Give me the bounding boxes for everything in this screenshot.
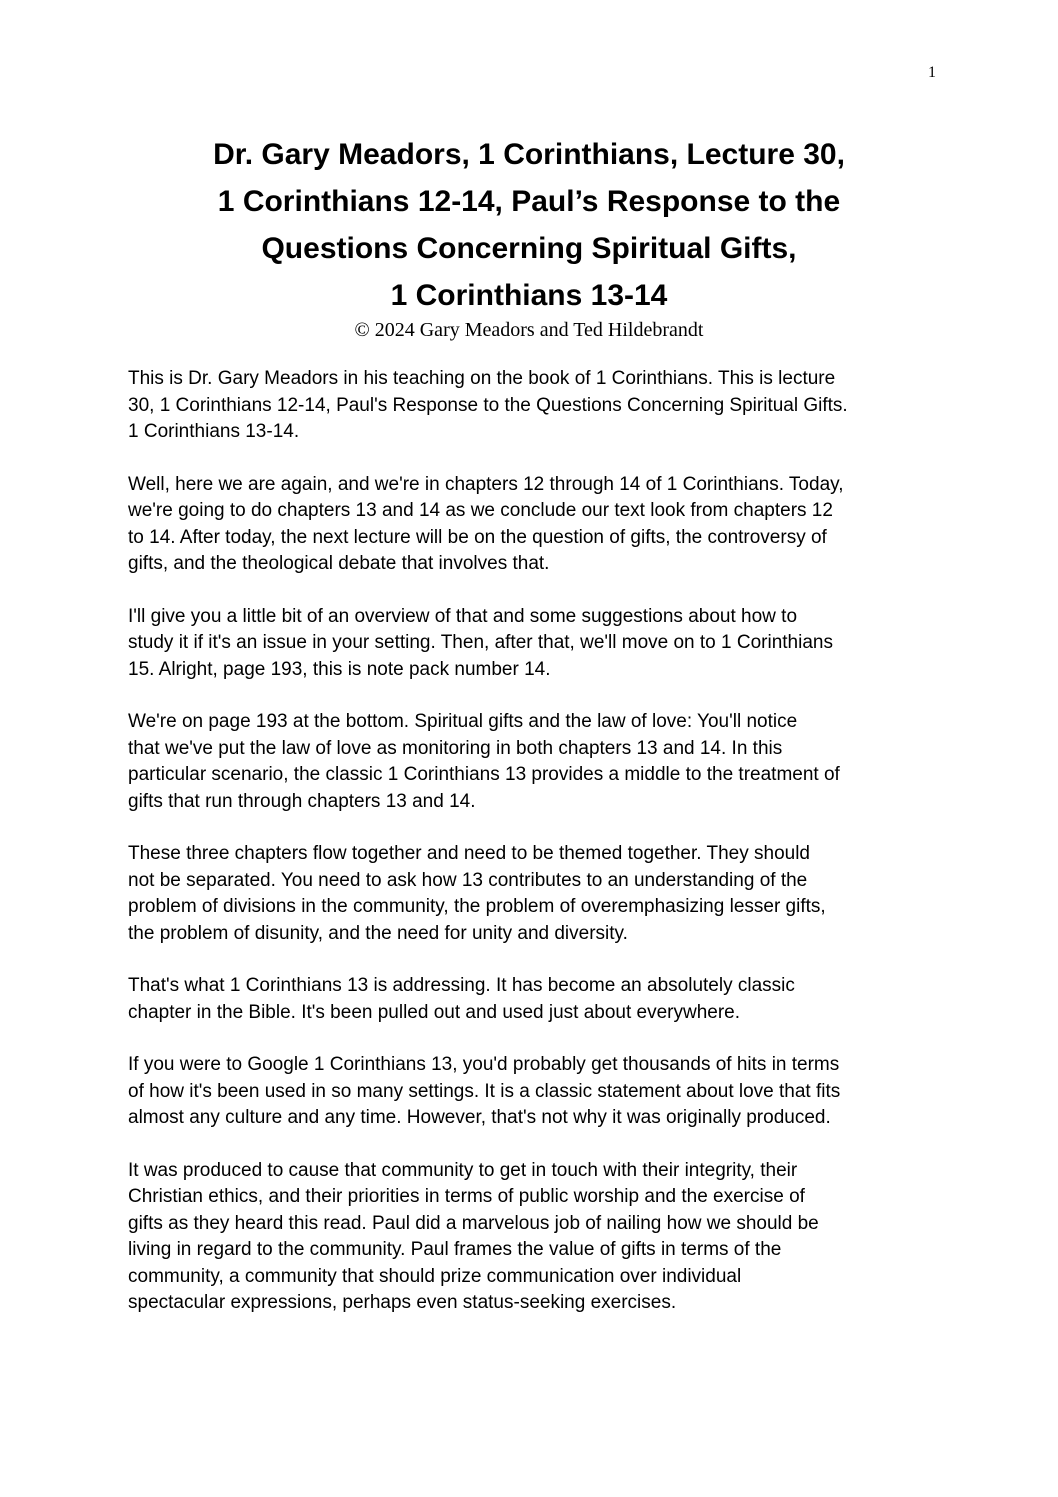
text-line: It was produced to cause that community to get in touch with their integrity, their [128, 1159, 798, 1181]
paragraph [128, 973, 938, 1026]
text-line: Well, here we are again, and we're in chapters 12 through 14 of 1 Corinthians. Today, [128, 473, 844, 495]
text-line: not be separated. You need to ask how 13 contributes to an understanding of the [128, 869, 808, 891]
text-line: particular scenario, the classic 1 Corinthians 13 provides a middle to the treatment of [128, 764, 840, 785]
text-line: study it if it's an issue in your setting. Then, after that, we'll move on to 1 Corinthians [128, 632, 833, 653]
text-line: chapter in the Bible. It's been pulled out and used just about everywhere. [128, 1001, 741, 1023]
text-line: gifts, and the theological debate that involves that. [128, 553, 550, 574]
text-line: We're on page 193 at the bottom. Spiritual gifts and the law of love: You'll notice [128, 711, 798, 732]
title-line: 1 Corinthians 13-14 [390, 279, 668, 312]
page-number: 1 [928, 64, 936, 81]
text-line: the problem of disunity, and the need for unity and diversity. [128, 922, 628, 944]
text-line: that we've put the law of love as monitoring in both chapters 13 and 14. In this [128, 737, 783, 759]
title-line: Dr. Gary Meadors, 1 Corinthians, Lecture 30, [213, 138, 845, 171]
text-line: problem of divisions in the community, the problem of overemphasizing lesser gifts, [128, 896, 826, 917]
text-line: gifts as they heard this read. Paul did a marvelous job of nailing how we should be [128, 1212, 819, 1234]
text-line: spectacular expressions, perhaps even status-seeking exercises. [128, 1292, 677, 1313]
paragraph [128, 1158, 938, 1317]
text-line: gifts that run through chapters 13 and 14. [128, 790, 476, 812]
title-line: Questions Concerning Spiritual Gifts, [261, 232, 797, 265]
paragraph [128, 709, 938, 815]
text-line: community, a community that should prize communication over individual [128, 1265, 742, 1287]
text-line: of how it's been used in so many settings. It is a classic statement about love that fits [128, 1080, 841, 1102]
paragraph [128, 604, 938, 684]
text-line: If you were to Google 1 Corinthians 13, you'd probably get thousands of hits in terms [128, 1054, 840, 1075]
text-line: to 14. After today, the next lecture will be on the question of gifts, the controversy of [128, 526, 827, 548]
title-line: 1 Corinthians 12-14, Paul’s Response to the [217, 185, 841, 218]
copyright-notice: © 2024 Gary Meadors and Ted Hildebrandt [354, 319, 704, 341]
text-line: That's what 1 Corinthians 13 is addressing. It has become an absolutely classic [128, 975, 795, 996]
text-line: Christian ethics, and their priorities in terms of public worship and the exercise of [128, 1186, 805, 1207]
text-line: This is Dr. Gary Meadors in his teaching on the book of 1 Corinthians. This is lecture [128, 368, 836, 389]
text-line: living in regard to the community. Paul frames the value of gifts in terms of the [128, 1239, 782, 1260]
text-line: 15. Alright, page 193, this is note pack number 14. [128, 658, 551, 680]
text-line: These three chapters flow together and need to be themed together. They should [128, 843, 810, 864]
paragraph [128, 841, 938, 947]
paragraph [128, 1052, 938, 1132]
paragraph [128, 366, 938, 446]
text-line: we're going to do chapters 13 and 14 as we conclude our text look from chapters 12 [128, 500, 833, 521]
document-body [128, 366, 938, 1343]
text-line: I'll give you a little bit of an overview of that and some suggestions about how to [128, 605, 798, 627]
text-line: 30, 1 Corinthians 12-14, Paul's Response to the Questions Concerning Spiritual Gifts. [128, 394, 848, 416]
document-header [0, 131, 1058, 343]
text-line: almost any culture and any time. However, that's not why it was originally produced. [128, 1107, 831, 1128]
text-line: 1 Corinthians 13-14. [128, 421, 300, 442]
paragraph [128, 472, 938, 578]
